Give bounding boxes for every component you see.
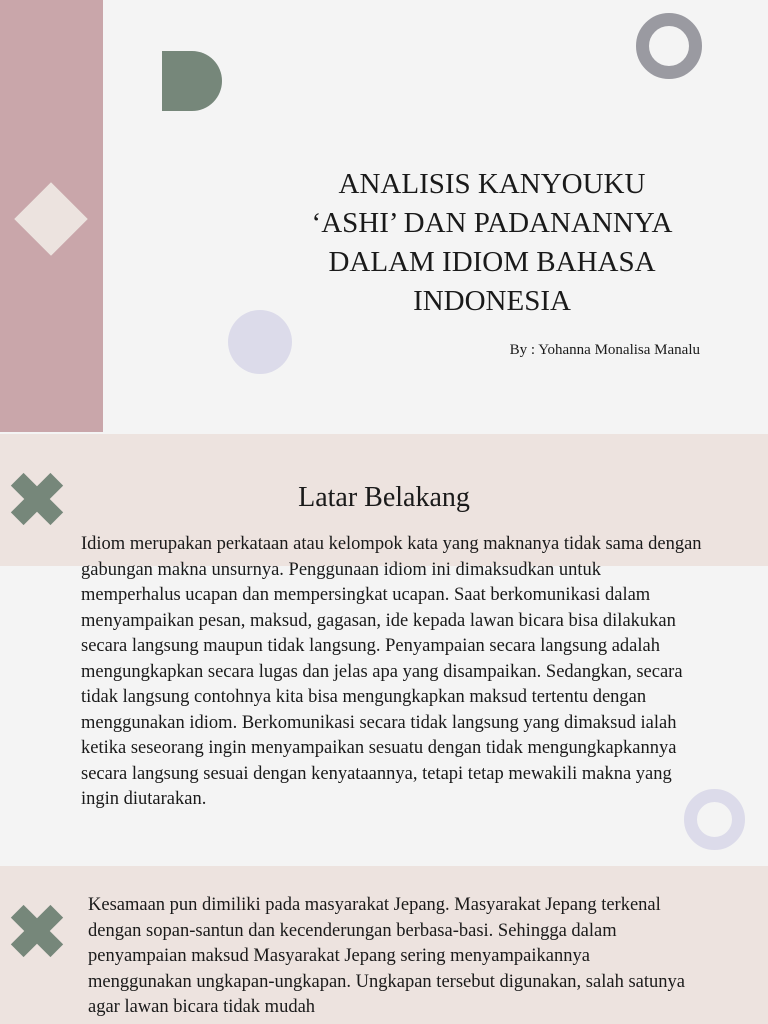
ring-shape-icon bbox=[684, 789, 745, 850]
author-line: By : Yohanna Monalisa Manalu bbox=[509, 342, 700, 358]
body-paragraph: Idiom merupakan perkataan atau kelompok kata yang maknanya tidak sama dengan gabungan makna unsurnya. Penggunaan idiom ini dimaksudkan untuk memperhalus ucapan dan mempersingkat ucapan. Saat berkomunikasi dalam menyampaikan pesan, maksud, gagasan, ide kepada lawan bicara bisa dilakukan secara langsung maupun tidak langsung. Penyampaian secara langsung adalah mengungkapkan secara lugas dan jelas apa yang disampaikan. Sedangkan, secara tidak langsung contohnya kita bisa mengungkapkan maksud tertentu dengan menggunakan idiom. Berkomunikasi secara tidak langsung yang dimaksud ialah ketika seseorang ingin menyampaikan sesuatu dengan tidak mengungkapkannya secara langsung sesuai dengan kenyataannya, tetapi tetap mewakili makna yang ingin diutarakan. bbox=[81, 534, 702, 809]
presentation-title: ANALISIS KANYOUKU ‘ASHI’ DAN PADANANNYA DALAM IDIOM BAHASA INDONESIA bbox=[311, 168, 673, 317]
body-paragraph: Kesamaan pun dimiliki pada masyarakat Jepang. Masyarakat Jepang terkenal dengan sopan-santun dan kecenderungan berbasa-basi. Sehingga dalam penyampaian maksud Masyarakat Jepang sering menyampaikannya menggunakan ungkapan-ungkapan. Ungkapan tersebut digunakan, salah satunya agar lawan bicara tidak mudah bbox=[88, 895, 685, 1017]
half-circle-shape-icon bbox=[162, 51, 222, 111]
ring-shape-icon bbox=[636, 13, 702, 79]
title-slide bbox=[0, 0, 768, 432]
circle-shape-icon bbox=[228, 310, 292, 374]
continuation-slide bbox=[0, 866, 768, 1024]
slide-heading: Latar Belakang bbox=[298, 482, 470, 513]
cross-shape-icon bbox=[9, 903, 65, 959]
background-slide bbox=[0, 432, 768, 866]
